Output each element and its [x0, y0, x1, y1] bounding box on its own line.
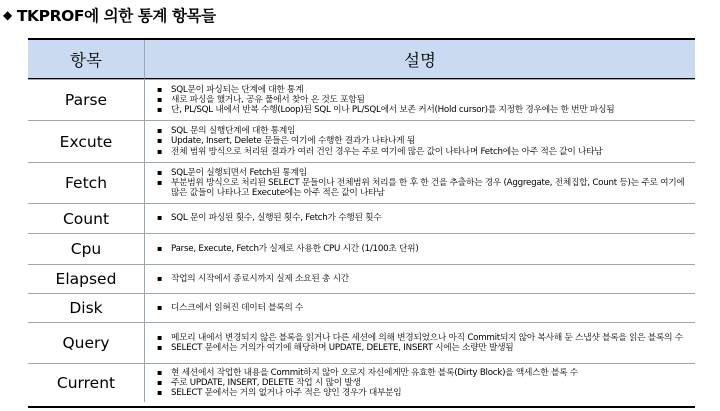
row-name-elapsed: Elapsed: [28, 264, 145, 293]
row-description: [145, 120, 695, 162]
description-line: ▪ Parse, Execute, Fetch가 실제로 사용한 CPU 시간 (1/100초 단위): [157, 244, 691, 254]
row-description: [145, 79, 695, 120]
description-line: ▪ 부분범위 방식으로 처리된 SELECT 문들이나 전체범위 처리를 한 후 한 건을 추출하는 경우 (Aggregate, 전체집합, Count 등)는 주로 여기에 많은 값들이 나타나고 Execute에는 아주 적은 값이 나타남: [157, 178, 691, 198]
row-name-disk: Disk: [28, 293, 145, 322]
description-list: [157, 333, 691, 353]
row-description: [145, 162, 695, 203]
row-description: [145, 293, 695, 322]
description-list: [157, 168, 691, 199]
description-line: ▪ 주로 UPDATE, INSERT, DELETE 작업 시 많이 발생: [157, 378, 691, 388]
statistics-table: [28, 38, 695, 408]
description-line: ▪ 메모리 내에서 변경되지 않은 블록을 읽거나 다른 세션에 의해 변경되었으나 아직 Commit되지 않아 복사해 둔 스냅샷 블록을 읽은 블록의 수: [157, 333, 691, 343]
row-description: [145, 322, 695, 363]
header-description: 설명: [145, 40, 695, 79]
description-list: [157, 244, 691, 254]
header-item: 항목: [28, 40, 145, 79]
row-name-fetch: Fetch: [28, 162, 145, 203]
row-name-parse: Parse: [28, 79, 145, 120]
description-line: ▪ 작업의 시작에서 종료시까지 실제 소요된 총 시간: [157, 274, 691, 284]
row-description: [145, 264, 695, 293]
description-list: [157, 303, 691, 313]
description-line: ▪ SQL 문의 실행단계에 대한 통계임: [157, 126, 691, 136]
description-list: [157, 126, 691, 157]
description-line: ▪ SQL문이 파싱되는 단계에 대한 통계: [157, 85, 691, 95]
row-name-query: Query: [28, 322, 145, 363]
page-title: [3, 2, 216, 28]
description-line: ▪ 새로 파싱을 했거나, 공유 풀에서 찾아 온 것도 포함됨: [157, 95, 691, 105]
description-list: [157, 85, 691, 116]
description-line: ▪ SQL문이 실행되면서 Fetch된 통계임: [157, 168, 691, 178]
description-list: [157, 213, 691, 223]
row-name-cpu: Cpu: [28, 233, 145, 264]
description-line: ▪ SQL 문이 파싱된 횟수, 실행된 횟수, Fetch가 수행된 횟수: [157, 213, 691, 223]
row-description: [145, 363, 695, 402]
row-name-current: Current: [28, 363, 145, 402]
row-name-count: Count: [28, 203, 145, 233]
page-title-text: TKPROF에 의한 통계 항목들: [16, 7, 216, 25]
description-line: ▪ SELECT 문에서는 거의가 여기에 해당하며 UPDATE, DELETE, INSERT 시에는 소량만 발생됨: [157, 343, 691, 353]
description-line: ▪ SELECT 문에서는 거의 없거나 아주 적은 양인 경우가 대부분임: [157, 388, 691, 398]
description-line: ▪ 디스크에서 읽혀진 데이터 블록의 수: [157, 303, 691, 313]
description-line: ▪ 단, PL/SQL 내에서 반복 수행(Loop)된 SQL 이나 PL/SQL에서 보존 커서(Hold cursor)를 지정한 경우에는 한 번만 파싱됨: [157, 105, 691, 115]
row-description: [145, 233, 695, 264]
description-list: [157, 368, 691, 399]
description-line: ▪ 전체 범위 방식으로 처리된 결과가 여러 건인 경우는 주로 여기에 많은 값이 나타나며 Fetch에는 아주 적은 값이 나타남: [157, 147, 691, 157]
row-name-excute: Excute: [28, 120, 145, 162]
description-list: [157, 274, 691, 284]
row-description: [145, 203, 695, 233]
description-line: ▪ 현 세션에서 작업한 내용을 Commit하지 않아 오로지 자신에게만 유효한 블록(Dirty Block)을 액세스한 블록 수: [157, 368, 691, 378]
diamond-bullet-icon: ◆: [3, 8, 12, 22]
description-line: ▪ Update, Insert, Delete 문들은 여기에 수행한 결과가 나타나게 됨: [157, 136, 691, 146]
